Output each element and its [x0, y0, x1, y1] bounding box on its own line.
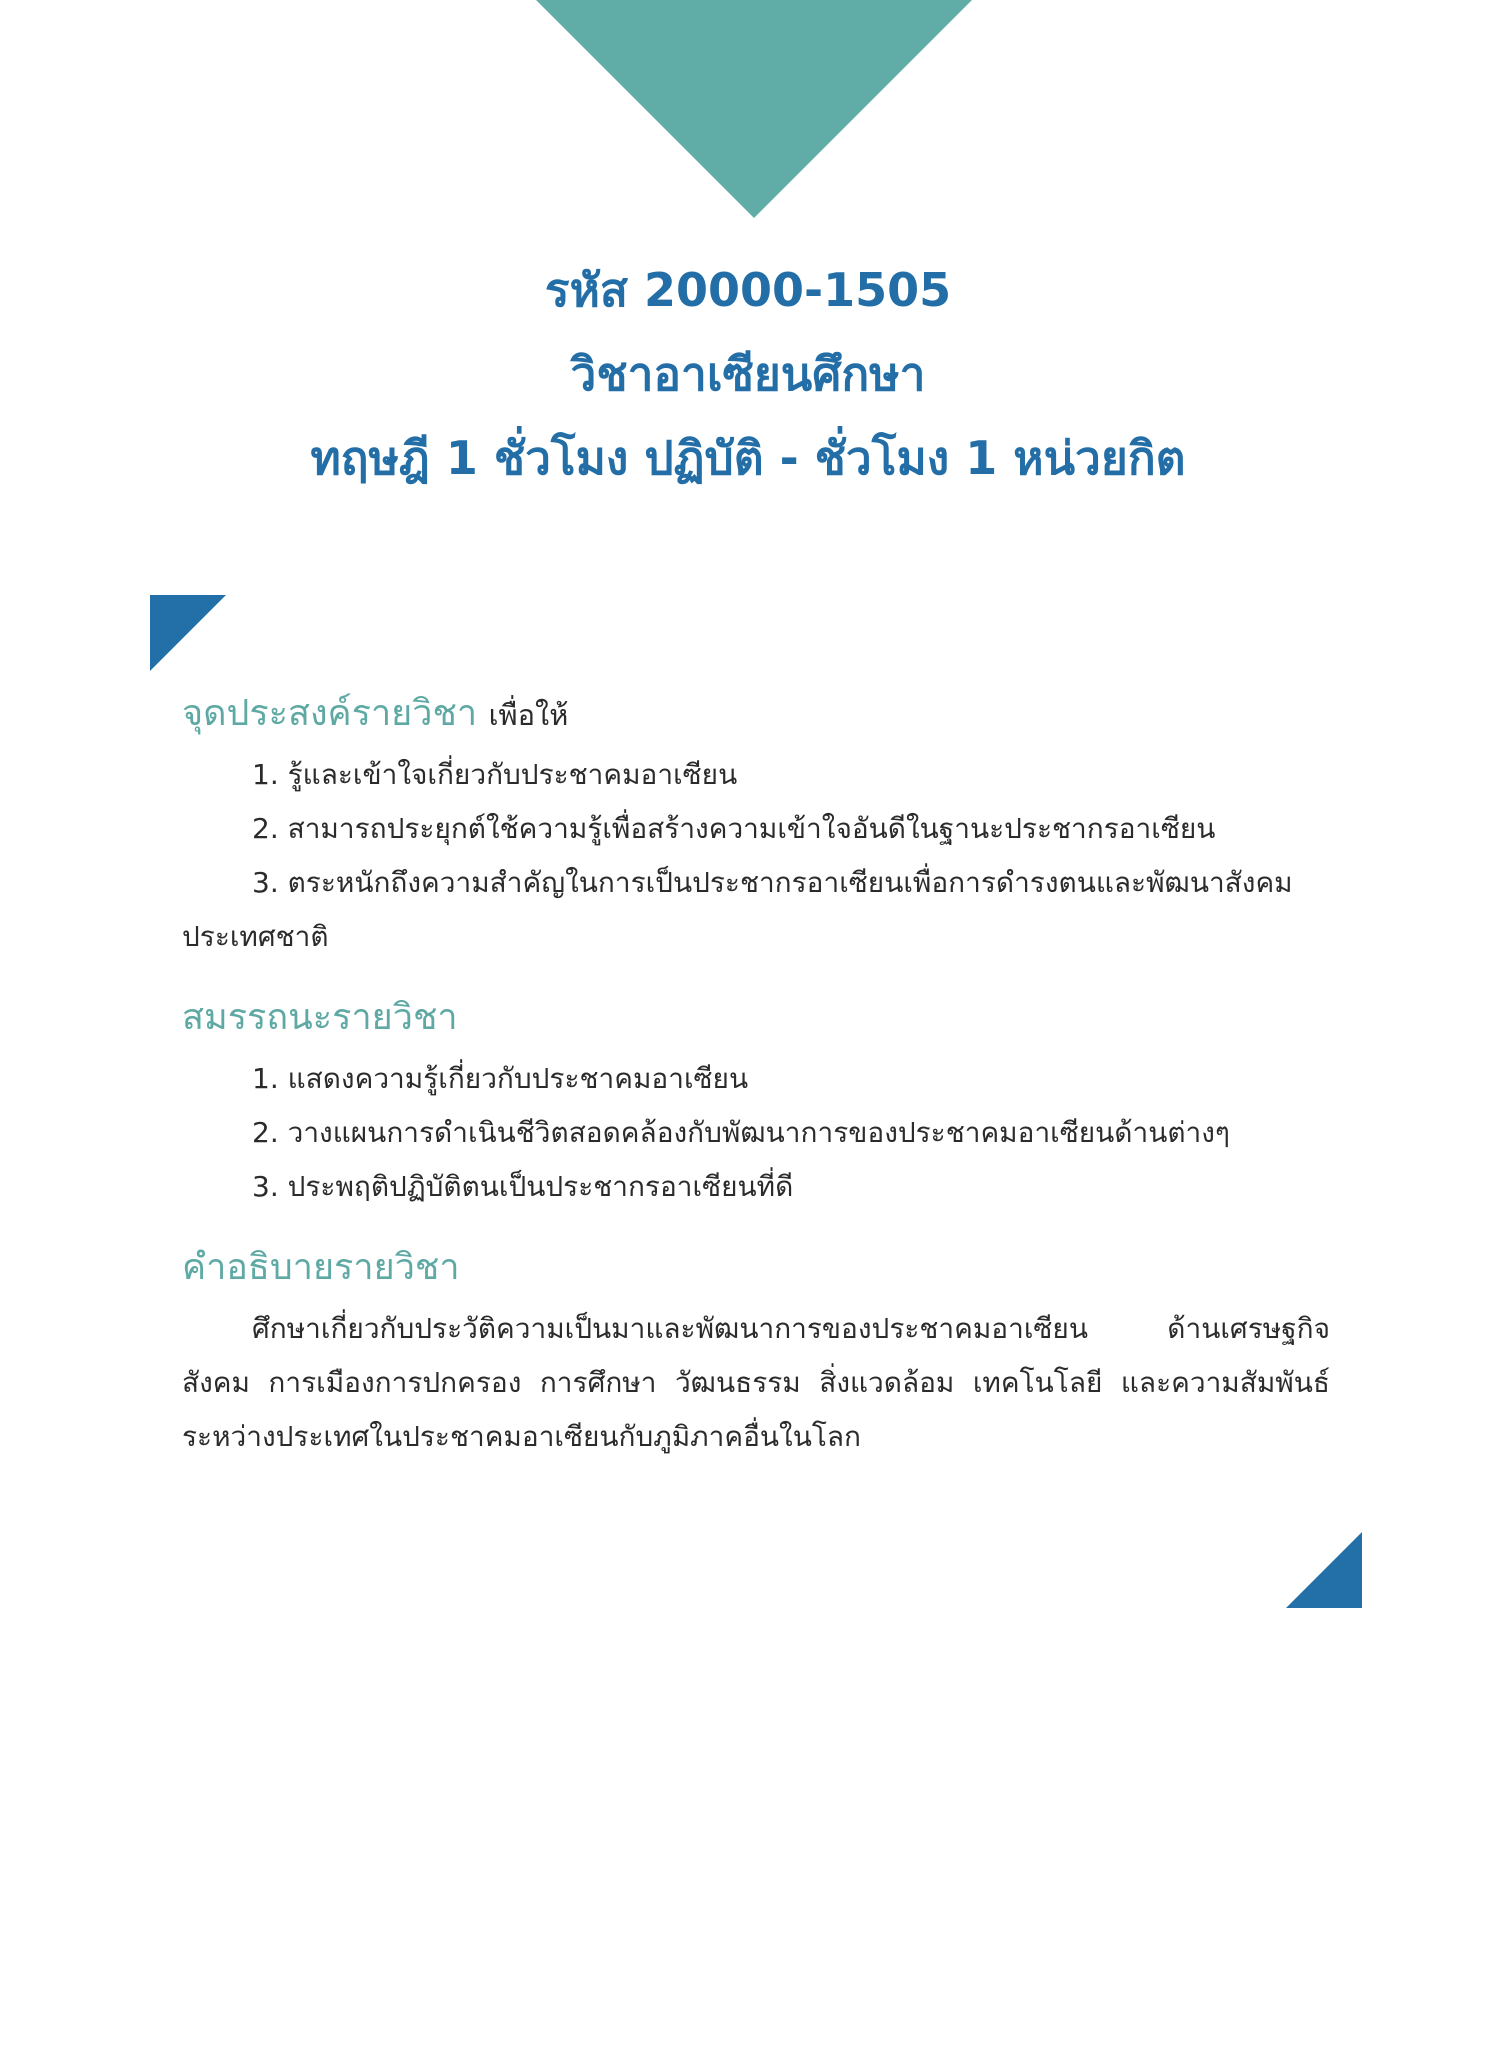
course-content	[182, 680, 1330, 1464]
objective-item-2: 2. สามารถประยุกต์ใช้ความรู้เพื่อสร้างความเข้าใจอันดีในฐานะประชากรอาเซียน	[252, 812, 1216, 845]
competency-item-3: 3. ประพฤติปฏิบัติตนเป็นประชากรอาเซียนที่ดี	[252, 1170, 794, 1203]
objectives-heading-suffix: เพื่อให้	[488, 698, 569, 732]
competency-item-2: 2. วางแผนการดำเนินชีวิตสอดคล้องกับพัฒนาการของประชาคมอาเซียนด้านต่างๆ	[252, 1116, 1230, 1149]
competencies-heading: สมรรถนะรายวิชา	[182, 997, 458, 1038]
objectives-heading	[182, 680, 1330, 748]
objectives-list	[182, 748, 1330, 964]
course-subject-title: วิชาอาเซียนศึกษา	[570, 347, 926, 401]
course-code-title: รหัส 20000-1505	[544, 263, 952, 317]
section-spacer	[182, 964, 1330, 984]
objectives-section	[182, 680, 1330, 964]
course-title-block	[0, 248, 1496, 500]
objective-item-1: 1. รู้และเข้าใจเกี่ยวกับประชาคมอาเซียน	[252, 758, 738, 791]
description-paragraph: ศึกษาเกี่ยวกับประวัติความเป็นมาและพัฒนาการของประชาคมอาเซียน ด้านเศรษฐกิจ สังคม การเมืองการปกครอง การศึกษา วัฒนธรรม สิ่งแวดล้อม เทคโนโลยี และความสัมพันธ์ระหว่างประเทศในประชาคมอาเซียนกับภูมิภาคอื่นในโลก	[182, 1312, 1330, 1453]
description-section	[182, 1234, 1330, 1464]
top-teal-triangle-decoration	[536, 0, 972, 218]
course-hours-title: ทฤษฎี 1 ชั่วโมง ปฏิบัติ - ชั่วโมง 1 หน่วยกิต	[310, 431, 1186, 485]
objective-item-3: 3. ตระหนักถึงความสำคัญในการเป็นประชากรอาเซียนเพื่อการดำรงตนและพัฒนาสังคมประเทศชาติ	[182, 866, 1293, 953]
competencies-section	[182, 984, 1330, 1214]
objectives-heading-label: จุดประสงค์รายวิชา	[182, 693, 478, 734]
left-blue-triangle-decoration	[150, 595, 226, 671]
description-heading: คำอธิบายรายวิชา	[182, 1247, 460, 1288]
competencies-list	[182, 1052, 1330, 1214]
right-blue-triangle-decoration	[1286, 1532, 1362, 1608]
section-spacer	[182, 1214, 1330, 1234]
competency-item-1: 1. แสดงความรู้เกี่ยวกับประชาคมอาเซียน	[252, 1062, 749, 1095]
